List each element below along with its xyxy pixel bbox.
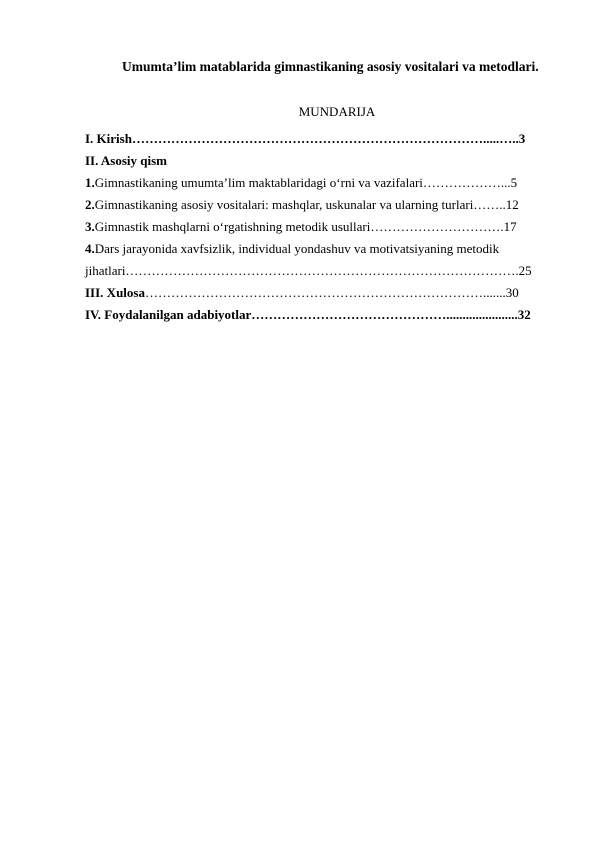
toc-entry-3 xyxy=(85,219,555,235)
toc-entry-4 xyxy=(85,241,555,257)
toc-entry-number: 2. xyxy=(85,197,95,212)
toc-entry-number: 3. xyxy=(85,219,95,234)
toc-entry-references: IV. Foydalanilgan adabiyotlar………………………………………......................32 xyxy=(85,307,531,322)
toc-entry-4-continued: jihatlari……………………………………………………………………………….25 xyxy=(85,263,532,278)
toc-entry-2 xyxy=(85,197,555,213)
toc-entry-leader: …………………………………………………………………….......30 xyxy=(144,285,519,300)
toc-entry-introduction: I. Kirish……………………………………………………………………….....…..3 xyxy=(85,131,526,146)
toc-entry-text: Gimnastikaning umumta’lim maktablaridagi o‘rni va vazifalari………………...5 xyxy=(94,175,518,190)
toc-entry-conclusion xyxy=(85,285,555,301)
document-title: Umumta’lim matablarida gimnastikaning asosiy vositalari va metodlari. xyxy=(122,59,539,74)
toc-entry-text: Gimnastikaning asosiy vositalari: mashqlar, uskunalar va ularning turlari……..12 xyxy=(94,197,519,212)
toc-entry-number: 1. xyxy=(85,175,95,190)
toc-entry-text: Dars jarayonida xavfsizlik, individual yondashuv va motivatsiyaning metodik xyxy=(94,241,500,256)
toc-heading: MUNDARIJA xyxy=(298,104,376,119)
toc-entry-1 xyxy=(85,175,555,191)
toc-entry-number: 4. xyxy=(85,241,95,256)
toc-entry-text: Gimnastik mashqlarni o‘rgatishning metodik usullari………………………….17 xyxy=(94,219,517,234)
toc-entry-main-part: II. Asosiy qism xyxy=(85,153,167,168)
toc-entry-label: III. Xulosa xyxy=(85,285,145,300)
